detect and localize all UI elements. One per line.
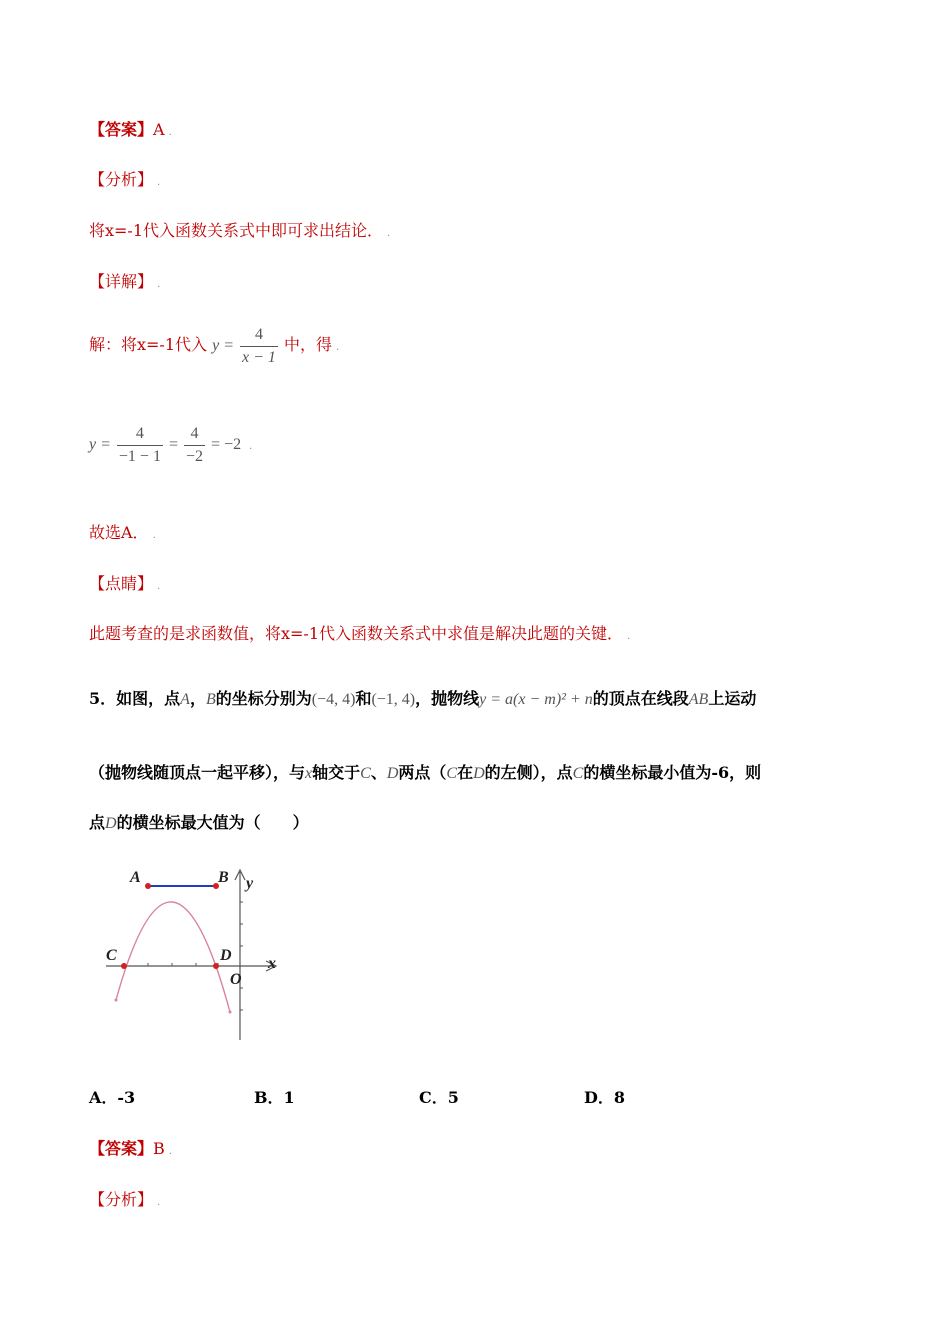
calc-formula: y = $\frac{4}{-1 - 1}$ = $\frac{4}{-2}$ = −2 bbox=[89, 436, 245, 453]
stem-text: 的横坐标最大值为（ ） bbox=[116, 813, 309, 832]
func-den: x − 1 bbox=[242, 348, 276, 366]
point-d: D bbox=[473, 765, 485, 782]
label-o: O bbox=[230, 971, 242, 988]
option-a[interactable]: A．-3 bbox=[89, 1088, 136, 1107]
q5-analysis-label: 【分析】 bbox=[89, 1190, 154, 1209]
question-number: 5． bbox=[89, 689, 117, 708]
stem-text: （抛物线随顶点一起平移），与 bbox=[89, 763, 306, 782]
point-a: A bbox=[180, 691, 190, 708]
option-c[interactable]: C．5 bbox=[419, 1088, 459, 1107]
point-d: D bbox=[386, 765, 399, 782]
stem-text: ，抛物线 bbox=[415, 689, 480, 708]
func-lhs: y = bbox=[212, 337, 235, 354]
stem-text: 的坐标分别为 bbox=[215, 689, 312, 708]
comment-label: 【点睛】 bbox=[89, 574, 154, 593]
stem-text: 上运动 bbox=[708, 689, 757, 708]
func-formula bbox=[212, 325, 284, 366]
q5-answer-label: 【答案】 bbox=[89, 1139, 154, 1158]
comment-text: 此题考查的是求函数值，将x=-1代入函数关系式中求值是解决此题的关键． . bbox=[89, 624, 631, 643]
detail-heading: 【详解】 . bbox=[89, 272, 161, 291]
parabola-formula: y = a(x − m)² + n bbox=[479, 691, 593, 708]
label-y: y bbox=[246, 875, 254, 892]
point-d-dot bbox=[213, 963, 219, 969]
stem-text: 的左侧），点 bbox=[484, 763, 573, 782]
q5-answer-value: B bbox=[153, 1139, 165, 1158]
calc-den1: −1 − 1 bbox=[118, 447, 161, 465]
stem-text: 两点（ bbox=[398, 763, 447, 782]
comment-heading: 【点睛】 . bbox=[89, 574, 161, 593]
curve-end-dot bbox=[115, 999, 118, 1002]
label-d: D bbox=[220, 947, 232, 964]
answer-value: A bbox=[153, 120, 165, 139]
calc-num2: 4 bbox=[184, 423, 205, 446]
detail-suffix: 中，得 bbox=[283, 335, 332, 354]
q5-analysis-heading: 【分析】 . bbox=[89, 1190, 161, 1209]
stem-text: 如图，点 bbox=[116, 689, 181, 708]
stem-text: 轴交于 bbox=[312, 763, 361, 782]
calc-result: = −2 bbox=[211, 436, 242, 453]
stem-text: 、 bbox=[370, 763, 387, 782]
analysis-label: 【分析】 bbox=[89, 170, 154, 189]
label-x: x bbox=[268, 955, 276, 972]
stem-text: ， bbox=[189, 689, 206, 708]
point-a-dot bbox=[145, 883, 151, 889]
label-c: C bbox=[106, 947, 117, 964]
calc-line: y = $\frac{4}{-1 - 1}$ = $\frac{4}{-2}$ = −2 . bbox=[89, 420, 252, 471]
conclusion-line: 故选A． . bbox=[89, 523, 156, 542]
conclusion-text: 故选A． bbox=[89, 523, 149, 542]
option-d[interactable]: D．8 bbox=[584, 1088, 626, 1107]
point-b: B bbox=[205, 691, 216, 708]
detail-prefix: 解：将x=-1代入 bbox=[89, 335, 208, 354]
point-c: C bbox=[360, 765, 371, 782]
point-c: C bbox=[446, 765, 458, 782]
stem-text: 的横坐标最小值为-6，则 bbox=[583, 763, 762, 782]
q5-stem-line3 bbox=[89, 812, 309, 835]
segment-ab: AB bbox=[688, 691, 709, 708]
option-b[interactable]: B．1 bbox=[254, 1088, 295, 1107]
func-num: 4 bbox=[240, 324, 278, 347]
point-c: C bbox=[572, 765, 584, 782]
detail-line: 解：将x=-1代入 y = $\frac{4}{x - 1}$ 中，得 . bbox=[89, 322, 339, 371]
calc-lhs: y = bbox=[89, 436, 111, 453]
stem-text: 在 bbox=[457, 763, 474, 782]
calc-den2: −2 bbox=[185, 447, 204, 465]
analysis-text: 将x=-1代入函数关系式中即可求出结论． . bbox=[89, 221, 391, 240]
analysis-text-content: 将x=-1代入函数关系式中即可求出结论． bbox=[89, 221, 384, 240]
detail-label: 【详解】 bbox=[89, 272, 154, 291]
q5-stem-line1 bbox=[89, 688, 756, 711]
label-a: A bbox=[130, 869, 141, 886]
point-d: D bbox=[105, 815, 117, 832]
parabola-figure bbox=[98, 862, 298, 1052]
q5-answer-line: 【答案】B . bbox=[89, 1139, 172, 1158]
point-c-dot bbox=[121, 963, 127, 969]
label-b: B bbox=[218, 869, 229, 886]
curve-end-dot bbox=[229, 1011, 232, 1014]
answer-label: 【答案】 bbox=[89, 120, 154, 139]
coord-b: (−1, 4) bbox=[371, 691, 416, 708]
answer-line: 【答案】A . bbox=[89, 120, 172, 139]
q5-stem-line2 bbox=[89, 762, 761, 785]
comment-text-content: 此题考查的是求函数值，将x=-1代入函数关系式中求值是解决此题的关键． bbox=[89, 624, 624, 643]
analysis-heading: 【分析】 . bbox=[89, 170, 161, 189]
options-row bbox=[0, 1088, 950, 1108]
stem-text: 点 bbox=[89, 813, 106, 832]
calc-num1: 4 bbox=[117, 423, 163, 446]
stem-text: 和 bbox=[355, 689, 372, 708]
stem-text: 的顶点在线段 bbox=[592, 689, 689, 708]
axis-x-symbol: x bbox=[305, 765, 313, 782]
parabola-curve bbox=[116, 902, 230, 1012]
coord-a: (−4, 4) bbox=[311, 691, 356, 708]
